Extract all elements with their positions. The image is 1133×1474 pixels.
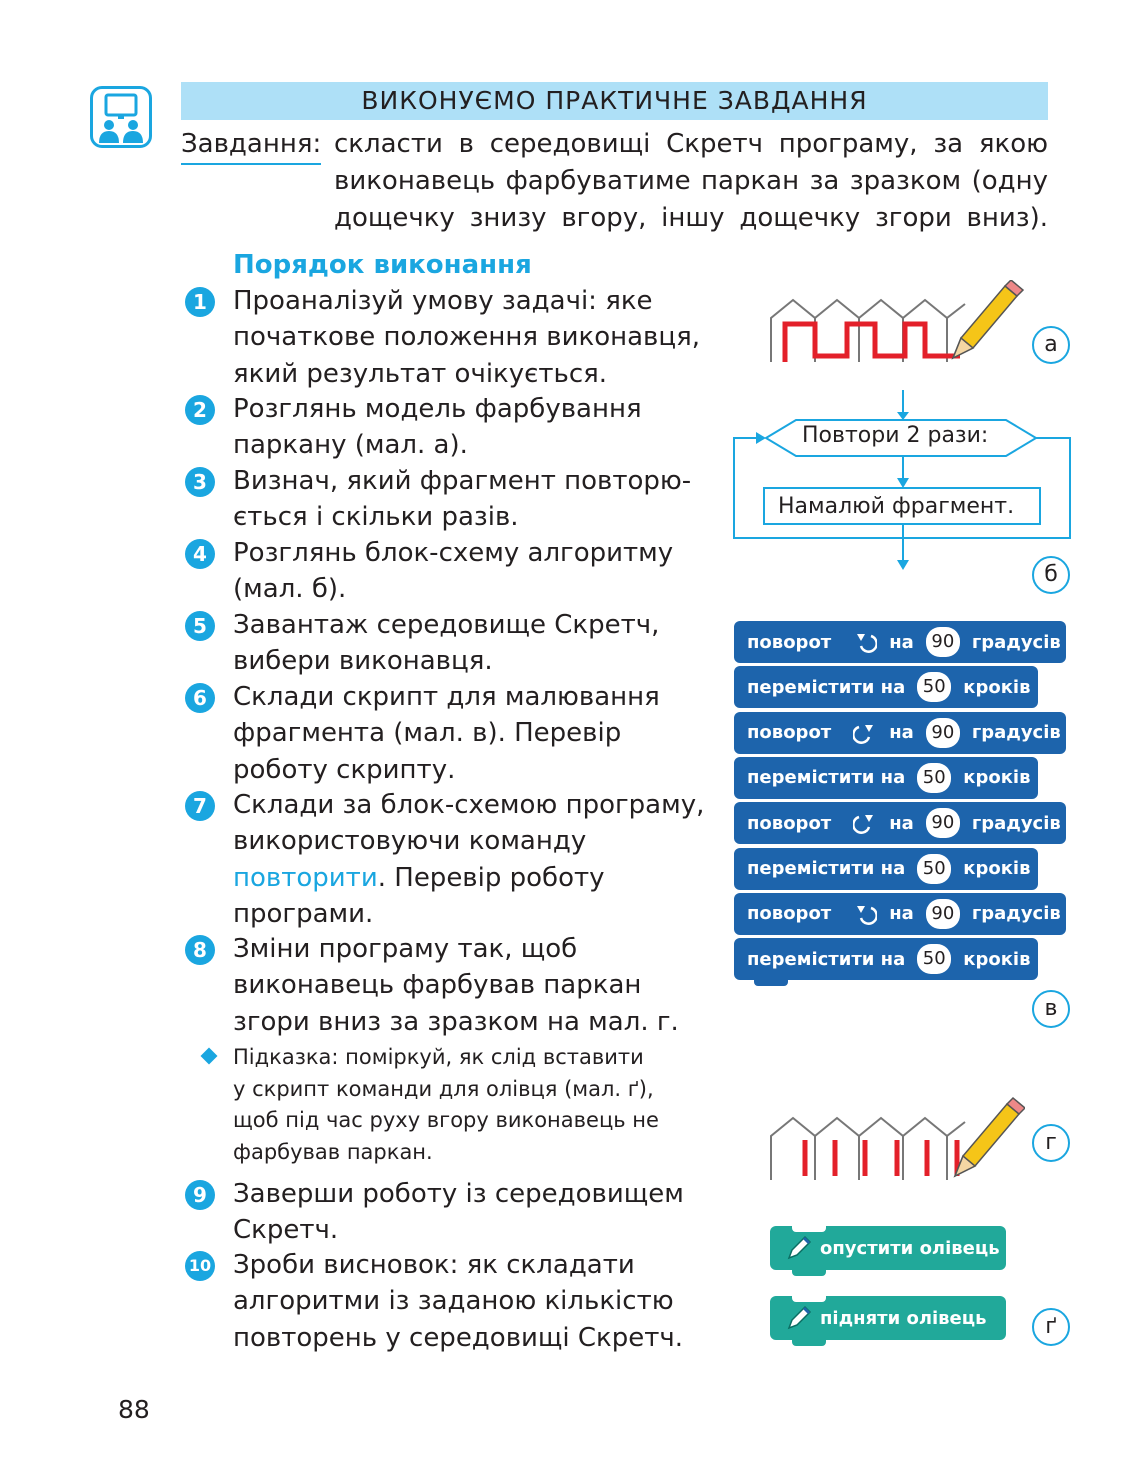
move-block [734,938,1038,980]
step-line: Розглянь модель фарбування [233,394,642,424]
step-line: роботу скрипту. [233,754,456,785]
pen-icon [786,1305,812,1331]
step-text [233,391,642,464]
figure-label-b: б [1032,556,1070,594]
task-label: Завдання: [181,126,321,165]
turn-block [734,712,1066,754]
figure-label-g: г [1032,1124,1070,1162]
flowchart-figure-b [728,388,1078,574]
step-text [233,283,700,392]
block-text: поворот [747,812,832,834]
step-number: 9 [185,1180,215,1210]
task-line: виконавець фарбуватиме паркан за зразком (одну [334,166,1048,196]
step-line: Скретч. [233,1215,339,1246]
step-line: алгоритми із заданою кількістю [233,1286,674,1317]
task-line: скласти в середовищі Скретч програму, за якою [334,129,1048,159]
pencil-icon [953,280,1023,358]
turn-block [734,621,1066,663]
step-line: Зміни програму так, щоб [233,934,578,964]
pen-up-block [770,1296,1006,1340]
block-text: поворот [747,903,832,925]
fence-figure-a [765,280,1025,370]
block-value: 50 [917,672,951,702]
block-value: 90 [926,627,960,657]
step-line: Склади скрипт для малювання [233,682,660,712]
block-text: перемістити на [747,676,906,698]
step-line: Заверши роботу із середовищем [233,1179,684,1209]
step-line: який результат очікується. [233,358,608,389]
turn-block [734,893,1066,935]
block-text: градусів [971,722,1061,744]
hint-text [233,1042,659,1168]
step-line: (мал. б). [233,574,347,605]
figure-label-a: а [1032,326,1070,364]
step-text [233,535,673,608]
computer-class-icon [90,86,152,148]
pen-down-block [770,1226,1006,1270]
step-text [233,679,660,788]
step-text [233,1176,684,1249]
rotate-left-icon [853,630,877,654]
step-line: фрагмента (мал. в). Перевір [233,718,622,749]
block-text: градусів [971,631,1061,653]
block-value: 50 [917,944,951,974]
step-number: 8 [185,935,215,965]
step-line-tail: . Перевір роботу [377,862,605,893]
hint-line: у скрипт команди для олівця (мал. ґ), [233,1076,654,1101]
pencil-icon [955,1098,1025,1176]
header-bar [181,82,1048,120]
step-line: вибери виконавця. [233,646,493,677]
step-line: Розглянь блок-схему алгоритму [233,538,674,568]
figure-label-v: в [1032,990,1070,1028]
step-text [233,787,704,932]
block-text: поворот [747,631,832,653]
block-text: перемістити на [747,767,906,789]
block-text: на [889,631,914,653]
step-line: Завантаж середовище Скретч, [233,610,660,640]
step-line: згори вниз за зразком на мал. г. [233,1006,679,1037]
block-value: 90 [926,718,960,748]
pen-up-label: підняти олівець [820,1307,987,1329]
rotate-right-icon [853,721,877,745]
step-line: повторень у середовищі Скретч. [233,1322,684,1353]
move-block [734,757,1038,799]
block-value: 50 [917,854,951,884]
step-line: програми. [233,898,374,929]
block-text: кроків [963,948,1031,970]
rotate-right-icon [853,811,877,835]
step-number: 10 [185,1251,215,1281]
step-line: ється і скільки разів. [233,502,519,533]
hint-line: Підказка: поміркуй, як слід вставити [233,1045,644,1069]
page-number: 88 [118,1395,150,1424]
figure-label-gg: ґ [1032,1308,1070,1346]
block-value: 90 [926,899,960,929]
pen-icon [786,1235,812,1261]
block-text: на [889,722,914,744]
move-block [734,848,1038,890]
step-line: Визнач, який фрагмент повторю- [233,466,692,496]
step-number: 2 [185,395,215,425]
task-line: дощечку знизу вгору, іншу дощечку згори вниз). [334,203,1048,233]
block-text: на [889,903,914,925]
hint-line: щоб під час руху вгору виконавець не [233,1108,659,1132]
step-line [233,860,704,896]
pen-down-label: опустити олівець [820,1237,1000,1259]
rotate-left-icon [853,902,877,926]
step-number: 4 [185,539,215,569]
block-text: перемістити на [747,948,906,970]
step-line: виконавець фарбував паркан [233,970,642,1001]
diamond-bullet-icon [201,1048,218,1065]
flow-loop-label: Повтори 2 рази: [802,423,989,448]
step-number: 1 [185,287,215,317]
hint-line: фарбував паркан. [233,1139,433,1164]
keyword-repeat: повторити [233,862,378,893]
step-number: 5 [185,611,215,641]
block-text: на [889,812,914,834]
step-text [233,607,659,680]
block-text: кроків [963,676,1031,698]
page-title: ВИКОНУЄМО ПРАКТИЧНЕ ЗАВДАННЯ [361,86,868,115]
step-line: паркану (мал. а). [233,430,468,461]
section-title: Порядок виконання [233,250,532,280]
step-line: початкове положення виконавця, [233,322,700,353]
step-number: 3 [185,467,215,497]
step-line: Зроби висновок: як складати [233,1250,635,1280]
step-line: Проаналізуй умову задачі: яке [233,286,653,316]
fence-figure-g [765,1090,1025,1184]
step-text [233,1247,683,1356]
step-text [233,931,679,1040]
step-number: 7 [185,791,215,821]
block-text: поворот [747,722,832,744]
task-text [334,126,1048,237]
block-text: перемістити на [747,858,906,879]
step-line: використовуючи команду [233,826,587,857]
step-line: Склади за блок-схемою програму, [233,790,705,820]
block-value: 90 [926,808,960,838]
flow-action-label: Намалюй фрагмент. [778,494,1015,519]
block-text: кроків [963,767,1031,789]
block-value: 50 [917,763,951,793]
step-text [233,463,691,536]
step-number: 6 [185,683,215,713]
block-text: градусів [971,903,1061,925]
block-text: градусів [971,812,1061,834]
block-text: кроків [963,858,1031,879]
move-block [734,666,1038,708]
turn-block [734,802,1066,844]
